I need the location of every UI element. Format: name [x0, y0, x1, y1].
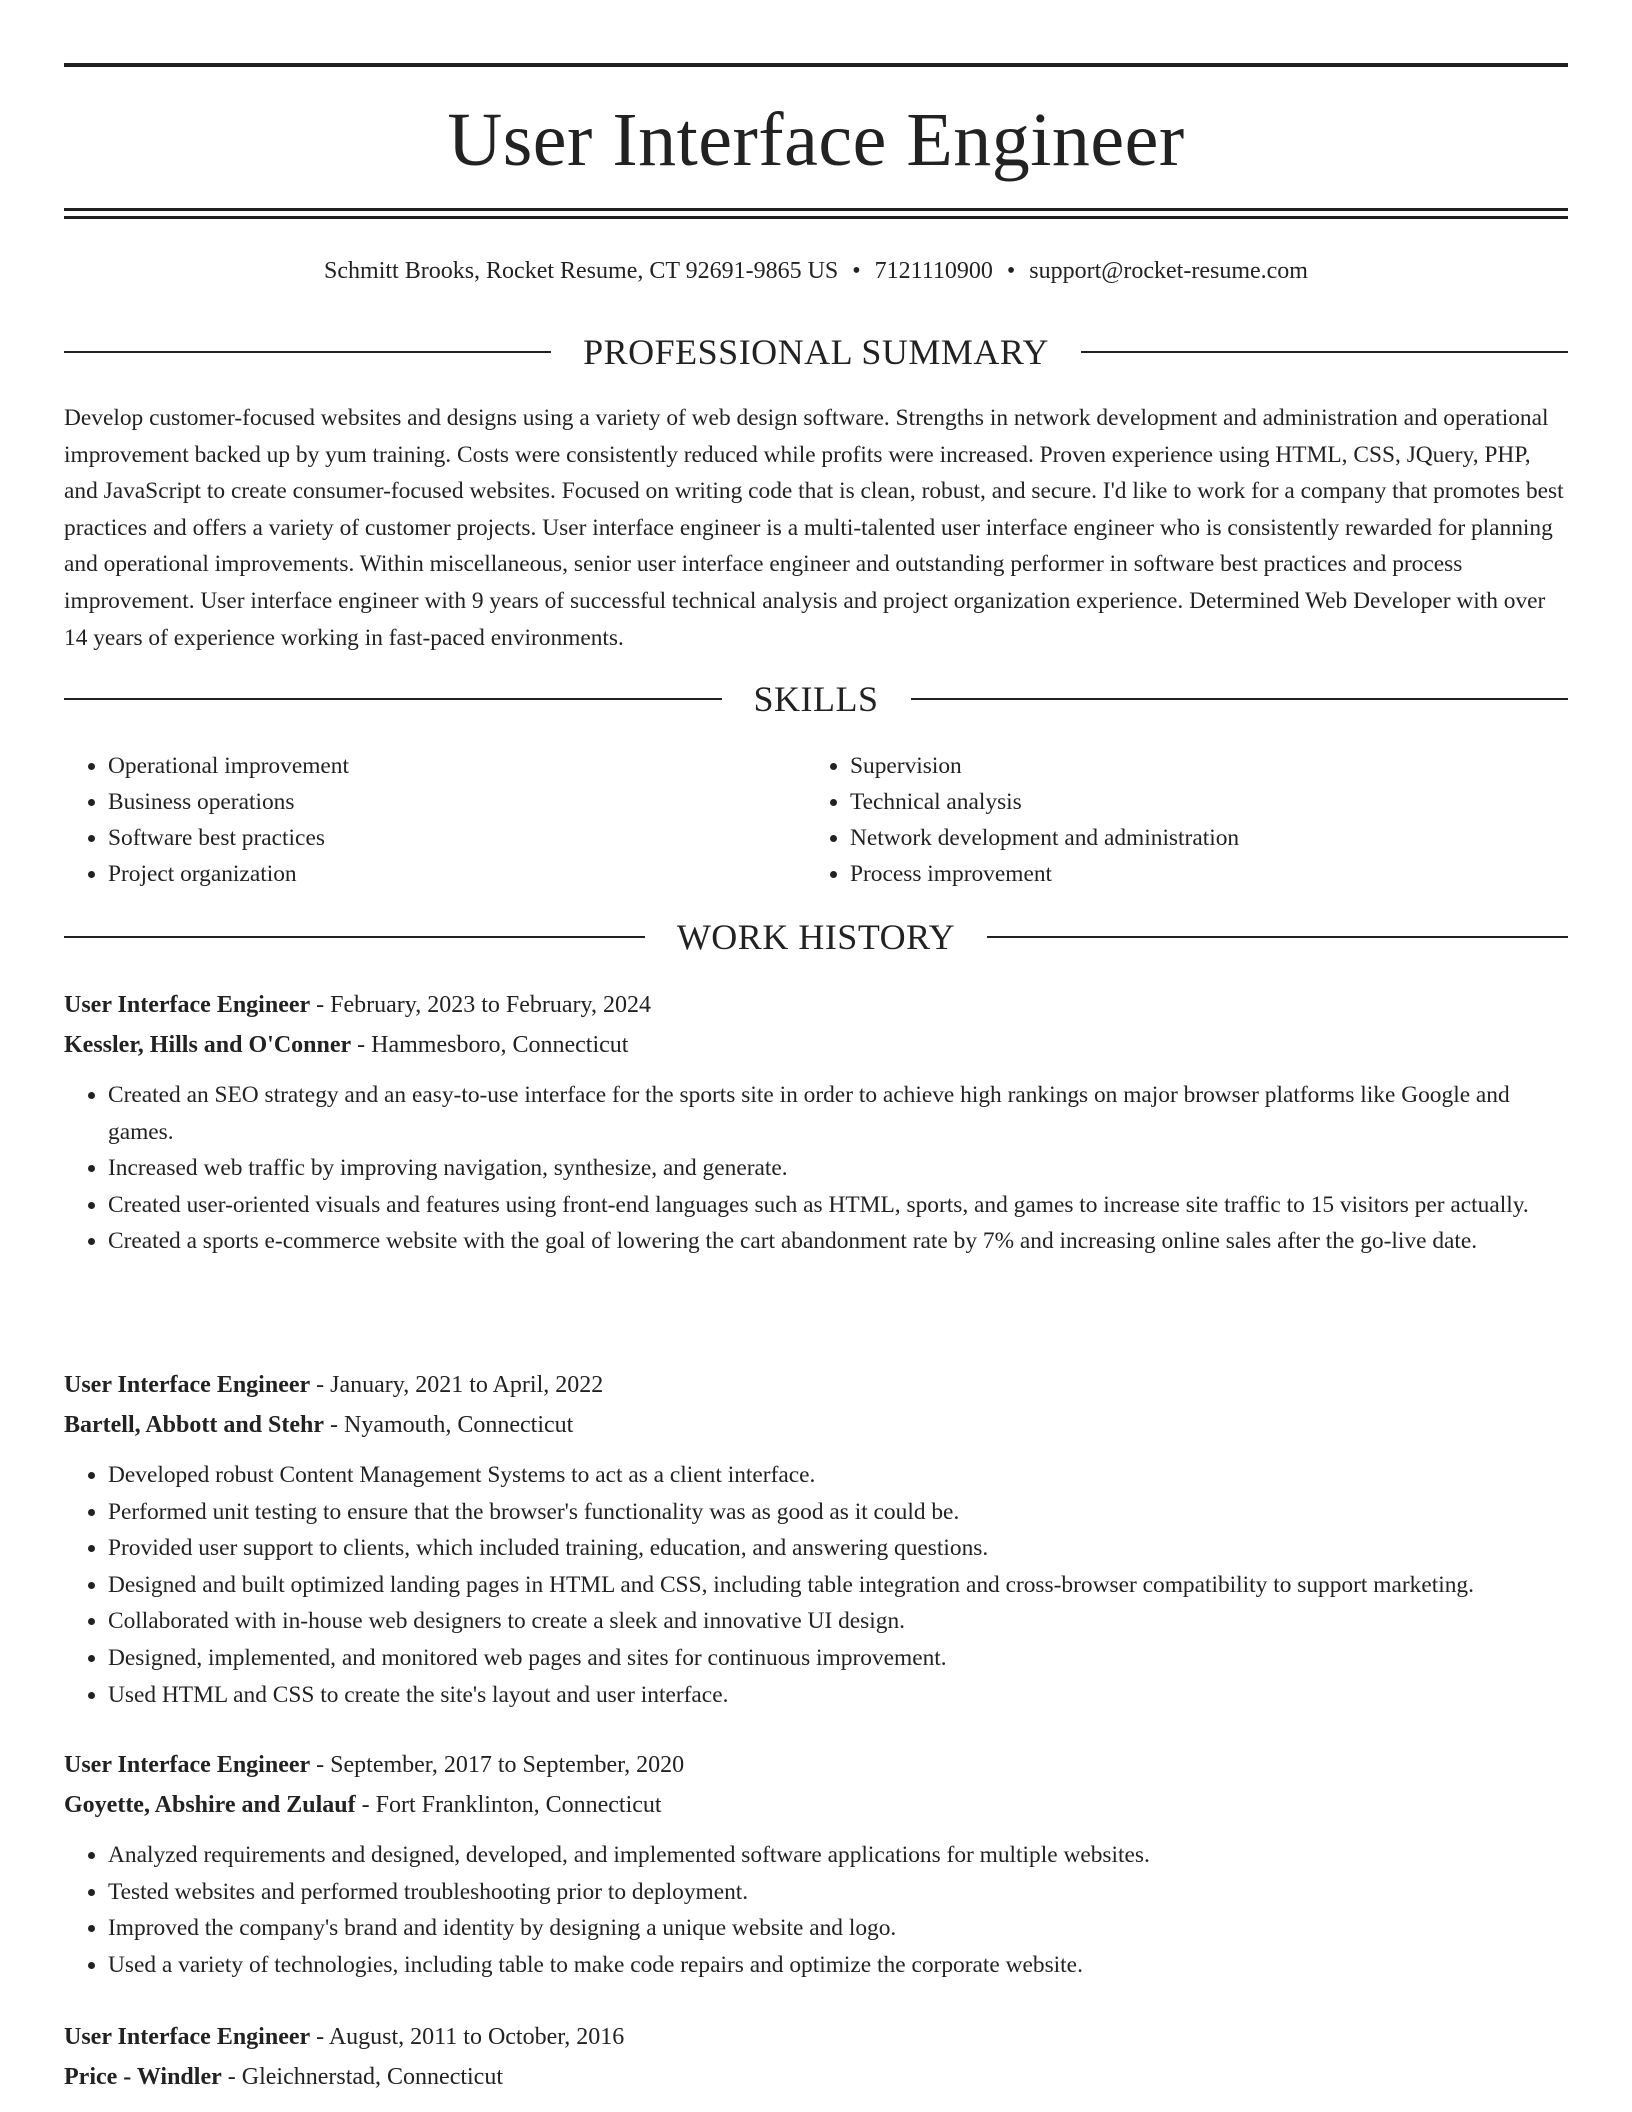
skill-item: • Supervision — [850, 748, 1548, 784]
job-entry — [64, 1365, 1568, 1713]
skill-item: • Project organization — [108, 856, 806, 892]
job-company: Goyette, Abshire and Zulauf — [64, 1792, 356, 1818]
heading-rule-left — [64, 698, 722, 700]
job-bullet: • Performed unit testing to ensure that the browser's functionality was as good as it could be. — [108, 1494, 1568, 1531]
section-heading-label: PROFESSIONAL SUMMARY — [583, 332, 1049, 372]
job-company: Bartell, Abbott and Stehr — [64, 1412, 325, 1438]
section-heading-label: WORK HISTORY — [676, 917, 956, 957]
skill-item: • Software best practices — [108, 820, 806, 856]
job-bullet: • Created user-oriented visuals and features using front-end languages such as HTML, sports, and games to increase site traffic to 15 visitors per actually. — [108, 1187, 1568, 1224]
job-dates: August, 2011 to October, 2016 — [328, 2024, 625, 2050]
job-company-line: Kessler, Hills and O'Conner - Hammesboro, Connecticut — [64, 1032, 629, 1058]
resume-title: User Interface Engineer — [447, 98, 1185, 182]
section-heading-work-history — [64, 915, 1568, 959]
job-bullets — [64, 1077, 1568, 1260]
job-bullet: • Used HTML and CSS to create the site's layout and user interface. — [108, 1677, 1568, 1714]
job-role-line: User Interface Engineer - August, 2011 to October, 2016 — [64, 2024, 625, 2050]
heading-rule-right — [987, 936, 1568, 938]
skill-item: • Operational improvement — [108, 748, 806, 784]
job-location: Hammesboro, Connecticut — [371, 1032, 629, 1058]
top-rule — [64, 63, 1568, 67]
job-role-line: User Interface Engineer - September, 2017 to September, 2020 — [64, 1752, 685, 1778]
section-heading-summary — [64, 330, 1568, 374]
job-bullet: • Improved the company's brand and identity by designing a unique website and logo. — [108, 1910, 1568, 1947]
job-bullet: • Tested websites and performed troubleshooting prior to deployment. — [108, 1874, 1568, 1911]
job-bullet: • Used a variety of technologies, including table to make code repairs and optimize the corporate website. — [108, 1947, 1568, 1984]
job-entry — [64, 1745, 1568, 1983]
heading-rule-right — [911, 698, 1569, 700]
job-bullet: • Developed robust Content Management Systems to act as a client interface. — [108, 1457, 1568, 1494]
contact-separator: • — [852, 258, 861, 284]
job-dates: September, 2017 to September, 2020 — [330, 1752, 685, 1778]
job-bullet: • Created a sports e-commerce website with the goal of lowering the cart abandonment rate by 7% and increasing online sales after the go-live date. — [108, 1223, 1568, 1260]
contact-separator: • — [1006, 258, 1016, 284]
heading-rule-right — [1081, 351, 1568, 353]
job-bullet: • Collaborated with in-house web designers to create a sleek and innovative UI design. — [108, 1603, 1568, 1640]
job-entry — [64, 985, 1568, 1260]
section-heading-label: SKILLS — [753, 679, 879, 719]
job-location: Gleichnerstad, Connecticut — [241, 2064, 503, 2090]
contact-address: Schmitt Brooks, Rocket Resume, CT 92691-9865 US — [324, 258, 839, 284]
skill-item: • Process improvement — [850, 856, 1548, 892]
heading-rule-left — [64, 936, 645, 938]
job-company-line: Goyette, Abshire and Zulauf - Fort Franklinton, Connecticut — [64, 1792, 662, 1818]
job-dates: February, 2023 to February, 2024 — [330, 992, 651, 1018]
skills-column-right — [806, 748, 1548, 892]
job-role: User Interface Engineer — [64, 2024, 311, 2050]
job-bullet: • Provided user support to clients, which included training, education, and answering questions. — [108, 1530, 1568, 1567]
job-role: User Interface Engineer — [64, 1372, 311, 1398]
job-role: User Interface Engineer — [64, 1752, 311, 1778]
job-entry — [64, 2017, 1568, 2097]
job-bullet: • Increased web traffic by improving navigation, synthesize, and generate. — [108, 1150, 1568, 1187]
skill-item: • Business operations — [108, 784, 806, 820]
job-bullet: • Designed, implemented, and monitored web pages and sites for continuous improvement. — [108, 1640, 1568, 1677]
job-role-line: User Interface Engineer - February, 2023 to February, 2024 — [64, 992, 651, 1018]
job-role: User Interface Engineer — [64, 992, 311, 1018]
section-heading-skills — [64, 677, 1568, 721]
job-location: Fort Franklinton, Connecticut — [375, 1792, 662, 1818]
job-role-line: User Interface Engineer - January, 2021 to April, 2022 — [64, 1372, 604, 1398]
job-location: Nyamouth, Connecticut — [344, 1412, 574, 1438]
job-bullets — [64, 1837, 1568, 1983]
skill-item: • Network development and administration — [850, 820, 1548, 856]
contact-phone: 7121110900 — [874, 258, 993, 284]
job-company: Kessler, Hills and O'Conner — [64, 1032, 352, 1058]
job-bullet: • Designed and built optimized landing pages in HTML and CSS, including table integration and cross-browser compatibility to support marketing. — [108, 1567, 1568, 1604]
contact-email: support@rocket-resume.com — [1029, 258, 1308, 284]
job-dates: January, 2021 to April, 2022 — [330, 1372, 604, 1398]
skills-list — [64, 748, 1568, 892]
job-bullet: • Analyzed requirements and designed, developed, and implemented software applications for multiple websites. — [108, 1837, 1568, 1874]
job-company: Price - Windler — [64, 2064, 222, 2090]
summary-text: Develop customer-focused websites and designs using a variety of web design software. Strengths in network development and administration and operational improvement backed up by yum training. Costs were consistently reduced while profits were increased. Proven experience using HTML, CSS, JQuery, PHP, and JavaScript to create consumer-focused websites. Focused on writing code that is clean, robust, and secure. I'd like to work for a company that promotes best practices and offers a variety of customer projects. User interface engineer is a multi-talented user interface engineer who is consistently rewarded for planning and operational improvements. Within miscellaneous, senior user interface engineer and outstanding performer in software best practices and process improvement. User interface engineer with 9 years of successful technical analysis and project organization experience. Determined Web Developer with over 14 years of experience working in fast-paced environments. — [64, 405, 1564, 651]
job-bullet: • Created an SEO strategy and an easy-to-use interface for the sports site in order to achieve high rankings on major browser platforms like Google and games. — [108, 1077, 1568, 1150]
job-bullets — [64, 1457, 1568, 1713]
job-company-line: Bartell, Abbott and Stehr - Nyamouth, Connecticut — [64, 1412, 574, 1438]
skills-column-left — [64, 748, 806, 892]
title-double-rule — [64, 208, 1568, 219]
skill-item: • Technical analysis — [850, 784, 1548, 820]
job-company-line: Price - Windler - Gleichnerstad, Connecticut — [64, 2064, 503, 2090]
contact-line — [64, 254, 1568, 288]
heading-rule-left — [64, 351, 551, 353]
